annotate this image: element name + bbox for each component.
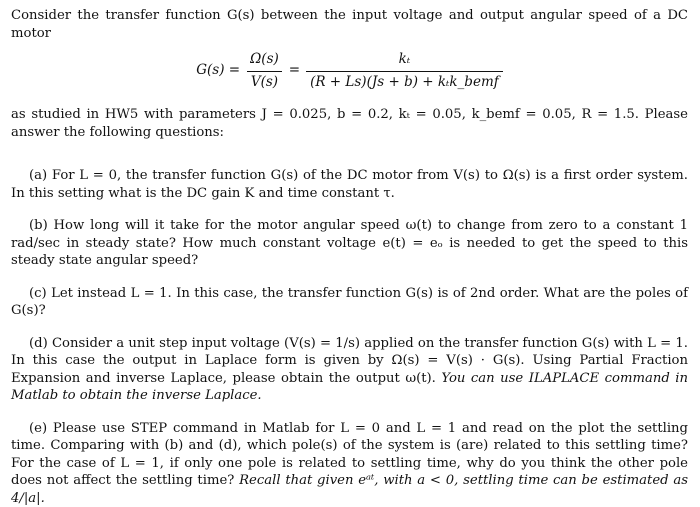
fraction-1-denominator: V(s) — [247, 71, 282, 92]
question-c — [11, 285, 688, 320]
transfer-function-equation — [11, 46, 688, 96]
equation-lhs: G(s) = — [196, 62, 240, 80]
motor-model-fraction — [306, 51, 503, 91]
intro-text: Consider the transfer function G(s) between the input voltage and output angular speed of a DC motor — [11, 7, 688, 42]
question-e — [11, 420, 688, 507]
omega-over-v-fraction — [246, 51, 283, 91]
parameters-text: as studied in HW5 with parameters J = 0.025, b = 0.2, kₜ = 0.05, k_bemf = 0.05, R = 1.5. Please answer the following questions: — [11, 106, 688, 141]
question-d-hint: You can use ILAPLACE command in Matlab to obtain the inverse Laplace. — [11, 371, 688, 404]
question-b-text: (b) How long will it take for the motor angular speed ω(t) to change from zero to a constant 1 rad/sec in steady state? How much constant voltage e(t) = eₒ is needed to get the speed to this steady state angular speed? — [11, 218, 688, 268]
question-c-text: (c) Let instead L = 1. In this case, the transfer function G(s) is of 2nd order. What are the poles of G(s)? — [11, 286, 688, 319]
equals-sign: = — [289, 62, 300, 80]
question-e-text: (e) Please use STEP command in Matlab for L = 0 and L = 1 and read on the plot the settling time. Comparing with (b) and (d), which pole(s) of the system is (are) related to this settling time? For the case of L = 1, if only one pole is related to settling time, why do you think the other pole does not affect the settling time? — [11, 421, 688, 489]
fraction-2-denominator: (R + Ls)(Js + b) + kₜk_bemf — [306, 71, 503, 92]
fraction-2-numerator: kₜ — [395, 51, 415, 71]
fraction-1-numerator: Ω(s) — [246, 51, 283, 71]
question-e-hint: Recall that given eᵃᵗ, with a < 0, settling time can be estimated as 4/|a|. — [11, 473, 688, 506]
question-a-text: (a) For L = 0, the transfer function G(s) of the DC motor from V(s) to Ω(s) is a first order system. In this setting what is the DC gain K and time constant τ. — [11, 168, 688, 201]
question-d-text: (d) Consider a unit step input voltage (V(s) = 1/s) applied on the transfer function G(s) with L = 1. In this case the output in Laplace form is given by Ω(s) = V(s) · G(s). Using Partial Fraction Expansion and inverse Laplace, please obtain the output ω(t). — [11, 336, 688, 386]
question-a — [11, 167, 688, 202]
question-d — [11, 335, 688, 405]
question-b — [11, 217, 688, 270]
